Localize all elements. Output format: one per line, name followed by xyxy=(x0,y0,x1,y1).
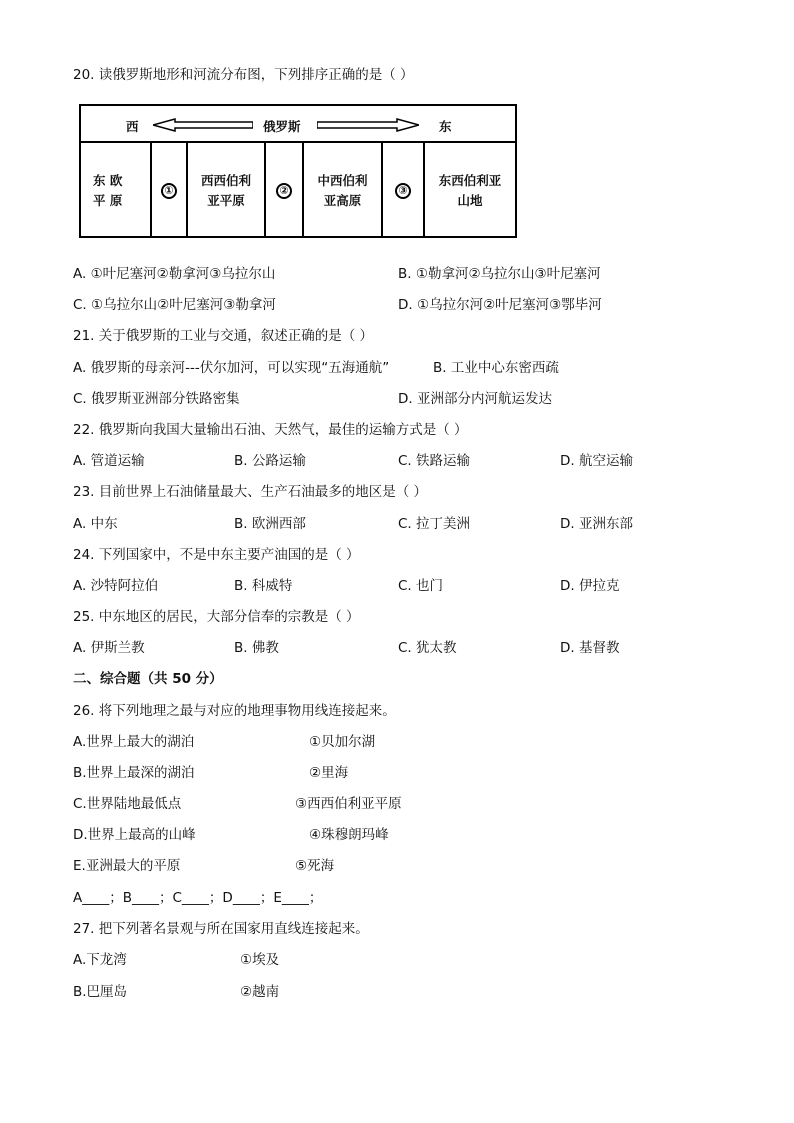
question-23-stem: 23. 目前世界上石油储量最大、生产石油最多的地区是（ ） xyxy=(73,484,428,500)
q20-option-a: A. ①叶尼塞河②勒拿河③乌拉尔山 xyxy=(73,266,276,282)
question-27-stem: 27. 把下列著名景观与所在国家用直线连接起来。 xyxy=(73,921,369,937)
q24-option-b: B. 科威特 xyxy=(234,578,293,594)
q26-answer-blanks: A____；B____；C____；D____；E____； xyxy=(73,890,323,906)
q25-option-b: B. 佛教 xyxy=(234,640,279,656)
q22-option-b: B. 公路运输 xyxy=(234,453,306,469)
q27-left-a: A.下龙湾 xyxy=(73,952,127,968)
russia-label: 俄罗斯 xyxy=(263,119,301,134)
diagram-direction-bar xyxy=(81,106,515,143)
q24-option-a: A. 沙特阿拉伯 xyxy=(73,578,159,594)
arrow-left-icon xyxy=(153,118,253,132)
q23-option-d: D. 亚洲东部 xyxy=(560,516,633,532)
q21-option-d: D. 亚洲部分内河航运发达 xyxy=(398,391,552,407)
question-24-stem: 24. 下列国家中，不是中东主要产油国的是（ ） xyxy=(73,547,360,563)
question-20-stem: 20. 读俄罗斯地形和河流分布图，下列排序正确的是（ ） xyxy=(73,67,414,83)
q21-option-a: A. 俄罗斯的母亲河---伏尔加河，可以实现“五海通航” xyxy=(73,360,390,376)
q20-option-c: C. ①乌拉尔山②叶尼塞河③勒拿河 xyxy=(73,297,276,313)
east-label: 东 xyxy=(439,119,452,134)
q27-right-1: ①埃及 xyxy=(240,952,280,968)
q23-option-a: A. 中东 xyxy=(73,516,118,532)
q26-right-1: ①贝加尔湖 xyxy=(309,734,376,750)
q25-option-a: A. 伊斯兰教 xyxy=(73,640,145,656)
q20-option-b: B. ①勒拿河②乌拉尔山③叶尼塞河 xyxy=(398,266,601,282)
q26-right-3: ③西西伯利亚平原 xyxy=(295,796,402,812)
question-26-stem: 26. 将下列地理之最与对应的地理事物用线连接起来。 xyxy=(73,703,396,719)
q20-option-d: D. ①乌拉尔河②叶尼塞河③鄂毕河 xyxy=(398,297,602,313)
cell-marker-1: ① xyxy=(152,143,186,238)
cell-marker-3: ③ xyxy=(383,143,423,238)
q24-option-c: C. 也门 xyxy=(398,578,444,594)
cell-east-european-plain: 东 欧 平 原 xyxy=(93,172,123,208)
q25-option-d: D. 基督教 xyxy=(560,640,620,656)
cell-east-siberian-mountains: 东西伯利亚 山地 xyxy=(438,172,502,208)
q26-left-c: C.世界陆地最低点 xyxy=(73,796,182,812)
q26-left-b: B.世界上最深的湖泊 xyxy=(73,765,195,781)
q23-option-c: C. 拉丁美洲 xyxy=(398,516,471,532)
q22-option-a: A. 管道运输 xyxy=(73,453,145,469)
question-22-stem: 22. 俄罗斯向我国大量输出石油、天然气，最佳的运输方式是（ ） xyxy=(73,422,468,438)
q27-right-2: ②越南 xyxy=(240,984,280,1000)
question-21-stem: 21. 关于俄罗斯的工业与交通，叙述正确的是（ ） xyxy=(73,328,374,344)
q26-right-5: ⑤死海 xyxy=(295,858,335,874)
q26-right-2: ②里海 xyxy=(309,765,349,781)
west-label: 西 xyxy=(126,119,139,134)
q27-left-b: B.巴厘岛 xyxy=(73,984,128,1000)
russia-terrain-diagram xyxy=(79,104,517,238)
q26-left-a: A.世界上最大的湖泊 xyxy=(73,734,195,750)
cell-central-siberian-plateau: 中西伯利 亚高原 xyxy=(317,172,368,208)
arrow-right-icon xyxy=(317,118,419,132)
q26-left-e: E.亚洲最大的平原 xyxy=(73,858,181,874)
q26-left-d: D.世界上最高的山峰 xyxy=(73,827,196,843)
section-2-heading: 二、综合题（共 50 分） xyxy=(73,671,223,687)
question-25-stem: 25. 中东地区的居民，大部分信奉的宗教是（ ） xyxy=(73,609,360,625)
q26-right-4: ④珠穆朗玛峰 xyxy=(309,827,389,843)
q22-option-d: D. 航空运输 xyxy=(560,453,633,469)
cell-west-siberian-plain: 西西伯利 亚平原 xyxy=(200,172,251,208)
q22-option-c: C. 铁路运输 xyxy=(398,453,471,469)
cell-marker-2: ② xyxy=(266,143,302,238)
q21-option-c: C. 俄罗斯亚洲部分铁路密集 xyxy=(73,391,240,407)
q24-option-d: D. 伊拉克 xyxy=(560,578,620,594)
q23-option-b: B. 欧洲西部 xyxy=(234,516,306,532)
q25-option-c: C. 犹太教 xyxy=(398,640,457,656)
q21-option-b: B. 工业中心东密西疏 xyxy=(433,360,559,376)
